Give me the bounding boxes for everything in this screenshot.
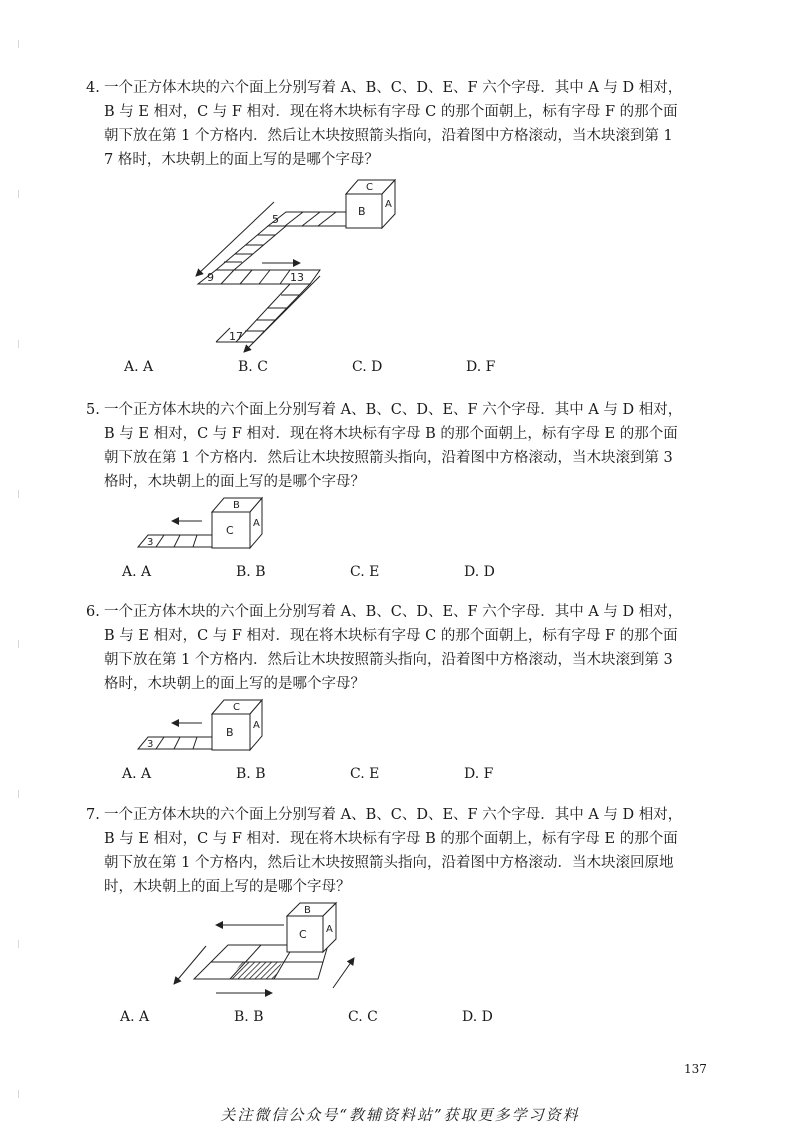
question-number: 7. (86, 807, 100, 823)
option-d[interactable]: D. F (466, 359, 496, 375)
cube-top-face: C (233, 702, 240, 713)
cube-side-face: A (385, 199, 392, 210)
question-6-text: 6. 一个正方体木块的六个面上分别写着 A、B、C、D、E、F 六个字母．其中 A 与 D 相对， B 与 E 相对，C 与 F 相对．现在将木块标有字母 C 的那个面朝上，标有字母 F 的那个面 朝下放在第 1 个方格内．然后让木块按照箭头指向，沿着图中方格滚动，当木块滚到第 3 格时，木块朝上的面上写的是哪个字母？ (86, 600, 726, 696)
cube-top-face: B (233, 500, 240, 511)
option-a[interactable]: A. A (122, 564, 152, 580)
question-5-text: 5. 一个正方体木块的六个面上分别写着 A、B、C、D、E、F 六个字母．其中 A 与 D 相对， B 与 E 相对，C 与 F 相对．现在将木块标有字母 B 的那个面朝上，标有字母 E 的那个面 朝下放在第 1 个方格内．然后让木块按照箭头指向，沿着图中方格滚动，当木块滚到第 3 格时，木块朝上的面上写的是哪个字母？ (86, 398, 726, 494)
grid-label-3: 3 (147, 739, 154, 750)
question-number: 6. (86, 604, 100, 620)
option-d[interactable]: D. F (464, 766, 494, 782)
cube-top-face: B (304, 905, 311, 916)
cube-side-face: A (253, 518, 260, 529)
question-number: 5. (86, 402, 100, 418)
option-d[interactable]: D. D (464, 564, 495, 580)
grid-label-3: 3 (147, 537, 154, 548)
option-b[interactable]: B. B (234, 1009, 264, 1025)
cube-top-face: C (366, 182, 373, 193)
grid-label-5: 5 (272, 213, 279, 226)
cube-side-face: A (253, 720, 260, 731)
option-b[interactable]: B. B (236, 564, 266, 580)
option-d[interactable]: D. D (462, 1009, 493, 1025)
question-7-text: 7. 一个正方体木块的六个面上分别写着 A、B、C、D、E、F 六个字母．其中 A 与 D 相对， B 与 E 相对，C 与 F 相对．现在将木块标有字母 B 的那个面朝上，标有字母 E 的那个面 朝下放在第 1 个方格内，然后让木块按照箭头指向，沿着图中方格滚动．当木块滚回原地 时，木块朝上的面上写的是哪个字母？ (86, 803, 726, 899)
question-number: 4. (86, 80, 100, 96)
cube-front-face: C (299, 928, 307, 941)
footer-note: 关注微信公众号“教辅资料站”获取更多学习资料 (220, 1106, 580, 1124)
cube-side-face: A (326, 924, 333, 935)
question-4-text: 4. 一个正方体木块的六个面上分别写着 A、B、C、D、E、F 六个字母．其中 A 与 D 相对， B 与 E 相对，C 与 F 相对．现在将木块标有字母 C 的那个面朝上，标有字母 F 的那个面 朝下放在第 1 个方格内．然后让木块按照箭头指向，沿着图中方格滚动，当木块滚到第 1 7 格时，木块朝上的面上写的是哪个字母？ (86, 76, 726, 172)
grid-label-9: 9 (207, 271, 214, 284)
option-c[interactable]: C. C (348, 1009, 378, 1025)
option-a[interactable]: A. A (120, 1009, 150, 1025)
option-a[interactable]: A. A (124, 359, 154, 375)
grid-label-17: 17 (229, 330, 243, 343)
cube-front-face: B (358, 205, 366, 218)
cube-front-face: C (226, 524, 234, 537)
option-c[interactable]: C. D (352, 359, 383, 375)
cube-front-face: B (226, 726, 234, 739)
option-a[interactable]: A. A (122, 766, 152, 782)
grid-label-13: 13 (290, 271, 304, 284)
page-number: 137 (684, 1062, 707, 1076)
option-c[interactable]: C. E (350, 564, 380, 580)
option-b[interactable]: B. B (236, 766, 266, 782)
option-b[interactable]: B. C (238, 359, 268, 375)
option-c[interactable]: C. E (350, 766, 380, 782)
